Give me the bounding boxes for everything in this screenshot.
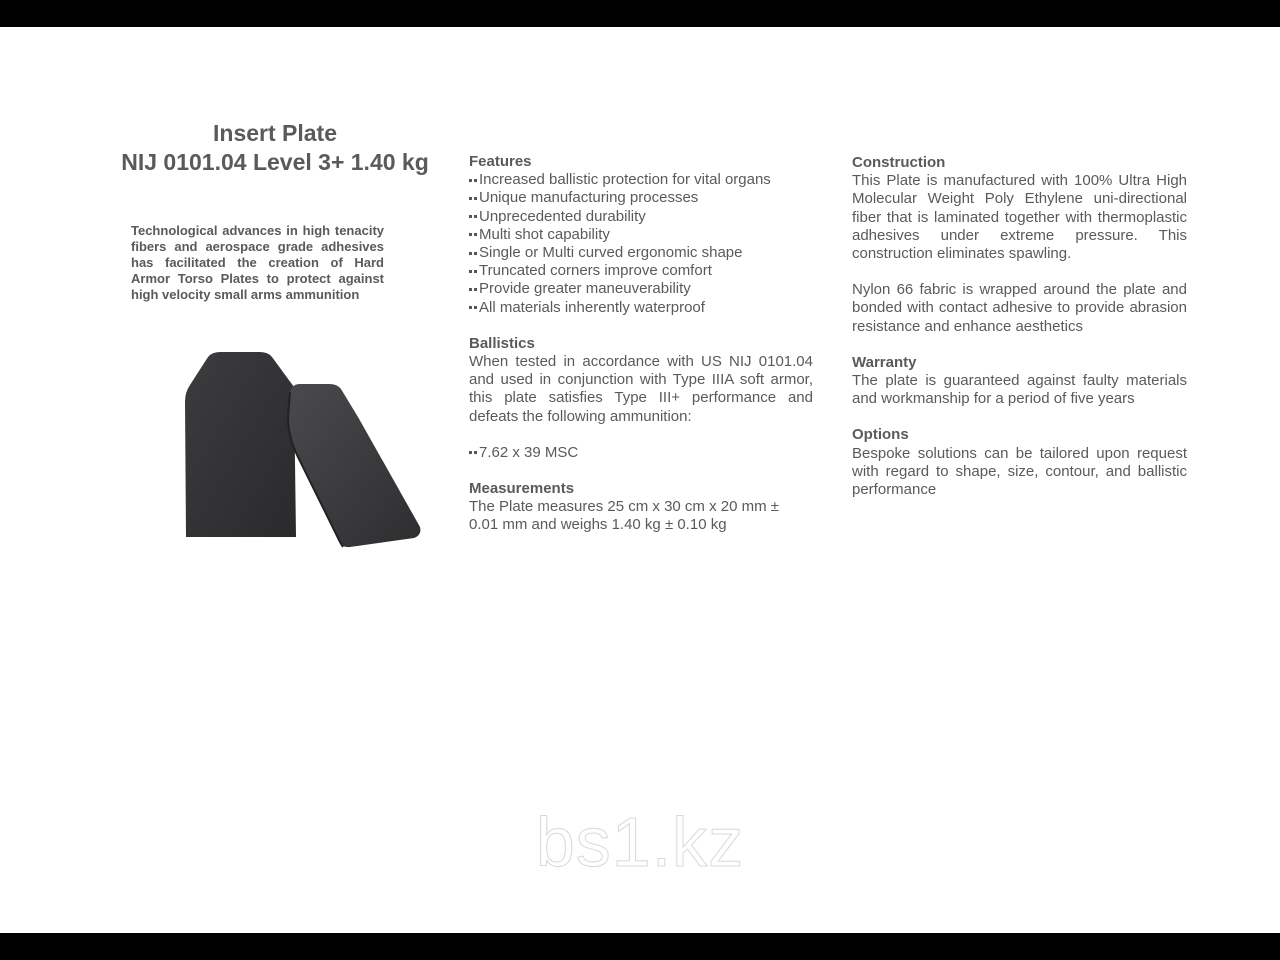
feature-item: Increased ballistic protection for vital organs <box>469 171 813 189</box>
feature-item: All materials inherently waterproof <box>469 299 813 317</box>
feature-item: Multi shot capability <box>469 226 813 244</box>
rear-plate <box>185 352 296 537</box>
right-column <box>852 154 1187 499</box>
ballistics-text: When tested in accordance with US NIJ 0101.04 and used in conjunction with Type IIIA soft armor, this plate satisfies Type III+ performance and defeats the following ammunition: <box>469 353 813 425</box>
page-title <box>100 119 450 177</box>
options-text: Bespoke solutions can be tailored upon request with regard to shape, size, contour, and ballistic performance <box>852 444 1187 499</box>
ammo-item: 7.62 x 39 MSC <box>469 444 813 462</box>
feature-item: Truncated corners improve comfort <box>469 262 813 280</box>
intro-text: Technological advances in high tenacity fibers and aerospace grade adhesives has facilitated the creation of Hard Armor Torso Plates to protect against high velocity small arms ammunition <box>131 223 384 302</box>
feature-item: Unprecedented durability <box>469 208 813 226</box>
plates-image <box>180 347 430 557</box>
measurements-text: The Plate measures 25 cm x 30 cm x 20 mm ± 0.01 mm and weighs 1.40 kg ± 0.10 kg <box>469 498 780 534</box>
middle-column <box>469 153 813 535</box>
product-sheet <box>0 27 1280 933</box>
construction-text-1: This Plate is manufactured with 100% Ultra High Molecular Weight Poly Ethylene uni-directional fiber that is laminated together with thermoplastic adhesives under extreme pressure. This construction eliminates spawling. <box>852 172 1187 263</box>
options-heading: Options <box>852 426 909 444</box>
title-line-1: Insert Plate <box>213 120 337 146</box>
watermark-text: bs1.kz <box>535 803 745 881</box>
title-line-2: NIJ 0101.04 Level 3+ 1.40 kg <box>121 149 429 175</box>
construction-text-2: Nylon 66 fabric is wrapped around the plate and bonded with contact adhesive to provide abrasion resistance and enhance aesthetics <box>852 281 1187 335</box>
features-heading: Features <box>469 153 532 170</box>
feature-item: Single or Multi curved ergonomic shape <box>469 244 813 262</box>
ballistics-heading: Ballistics <box>469 334 535 352</box>
warranty-heading: Warranty <box>852 353 917 371</box>
feature-item: Unique manufacturing processes <box>469 189 813 207</box>
feature-item: Provide greater maneuverability <box>469 280 813 298</box>
measurements-heading: Measurements <box>469 480 575 498</box>
front-plate <box>288 384 420 547</box>
construction-heading: Construction <box>852 154 946 171</box>
warranty-text: The plate is guaranteed against faulty materials and workmanship for a period of five years <box>852 372 1187 408</box>
